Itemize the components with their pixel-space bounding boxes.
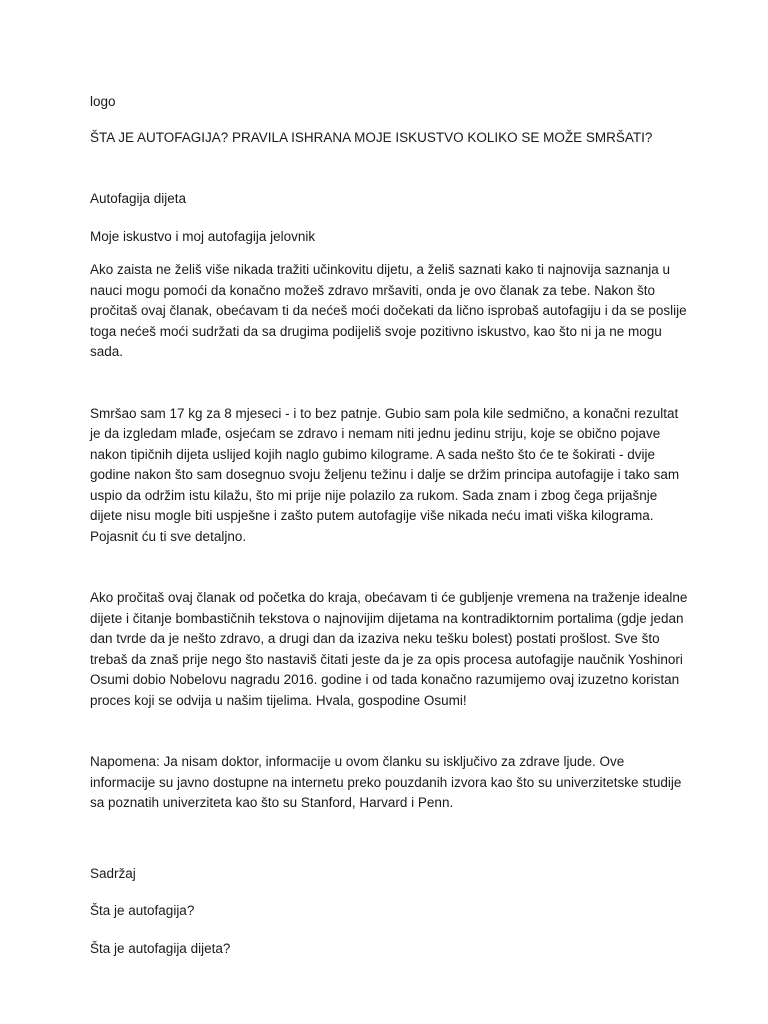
paragraph-intro: Ako zaista ne želiš više nikada tražiti učinkovitu dijetu, a želiš saznati kako ti najnovija saznanja u nauci mogu pomoći da konačno možeš zdravo mršaviti, onda je ovo članak za tebe. Nakon što pročitaš ovaj članak, obećavam ti da nećeš moći dočekati da lično isprobaš autofagiju i da se poslije toga nećeš moći sudržati da sa drugima podijeliš svoje pozitivno iskustvo, kao što ni ja ne mogu sada.: [90, 262, 687, 359]
toc-item: Šta je autofagija?: [90, 903, 195, 918]
toc-item: Šta je autofagija dijeta?: [90, 940, 231, 956]
document-body: [90, 92, 690, 976]
paragraph-experience: Smršao sam 17 kg za 8 mjeseci - i to bez patnje. Gubio sam pola kile sedmično, a konačni rezultat je da izgledam mlađe, osjećam se zdravo i nemam niti jednu jedinu striju, koje se obično pojave nakon tipičnih dijeta uslijed kojih naglo gubimo kilograme. A sada nešto što će te šokirati - dvije godine nakon što sam dosegnuo svoju željenu težinu i dalje se držim principa autofagije i tako sam uspio da održim istu kilažu, što mi prije nije polazilo za rukom. Sada znam i zbog čega prijašnje dijete nisu mogle biti uspješne i zašto putem autofagije više nikada neću imati viška kilograma. Pojasnit ću ti sve detaljno.: [90, 405, 680, 544]
article-title: ŠTA JE AUTOFAGIJA? PRAVILA ISHRANA MOJE ISKUSTVO KOLIKO SE MOŽE SMRŠATI?: [90, 129, 653, 145]
logo-placeholder: logo: [90, 94, 116, 109]
toc-heading: Sadržaj: [90, 865, 136, 881]
paragraph-disclaimer: Napomena: Ja nisam doktor, informacije u ovom članku su isključivo za zdrave ljude. Ove informacije su javno dostupne na internetu preko pouzdanih izvora kao što su univerzitetske studije sa poznatih univerziteta kao što su Stanford, Harvard i Penn.: [90, 754, 682, 810]
subheading-autofagija-dijeta: Autofagija dijeta: [90, 191, 187, 206]
paragraph-promise: Ako pročitaš ovaj članak od početka do kraja, obećavam ti će gubljenje vremena na traženje idealne dijete i čitanje bombastičnih tekstova o najnovijim dijetama na kontradiktornim portalima (gdje jedan dan tvrde da je nešto zdravo, a drugi dan da izaziva neku tešku bolest) postati prošlost. Sve što trebaš da znaš prije nego što nastaviš čitati jeste da je za opis procesa autofagije naučnik Yoshinori Osumi dobio Nobelovu nagradu 2016. godine i od tada konačno razumijemo ovaj izuzetno koristan proces koji se odvija u našim tijelima. Hvala, gospodine Osumi!: [90, 590, 688, 708]
subheading-moje-iskustvo: Moje iskustvo i moj autofagija jelovnik: [90, 228, 316, 244]
